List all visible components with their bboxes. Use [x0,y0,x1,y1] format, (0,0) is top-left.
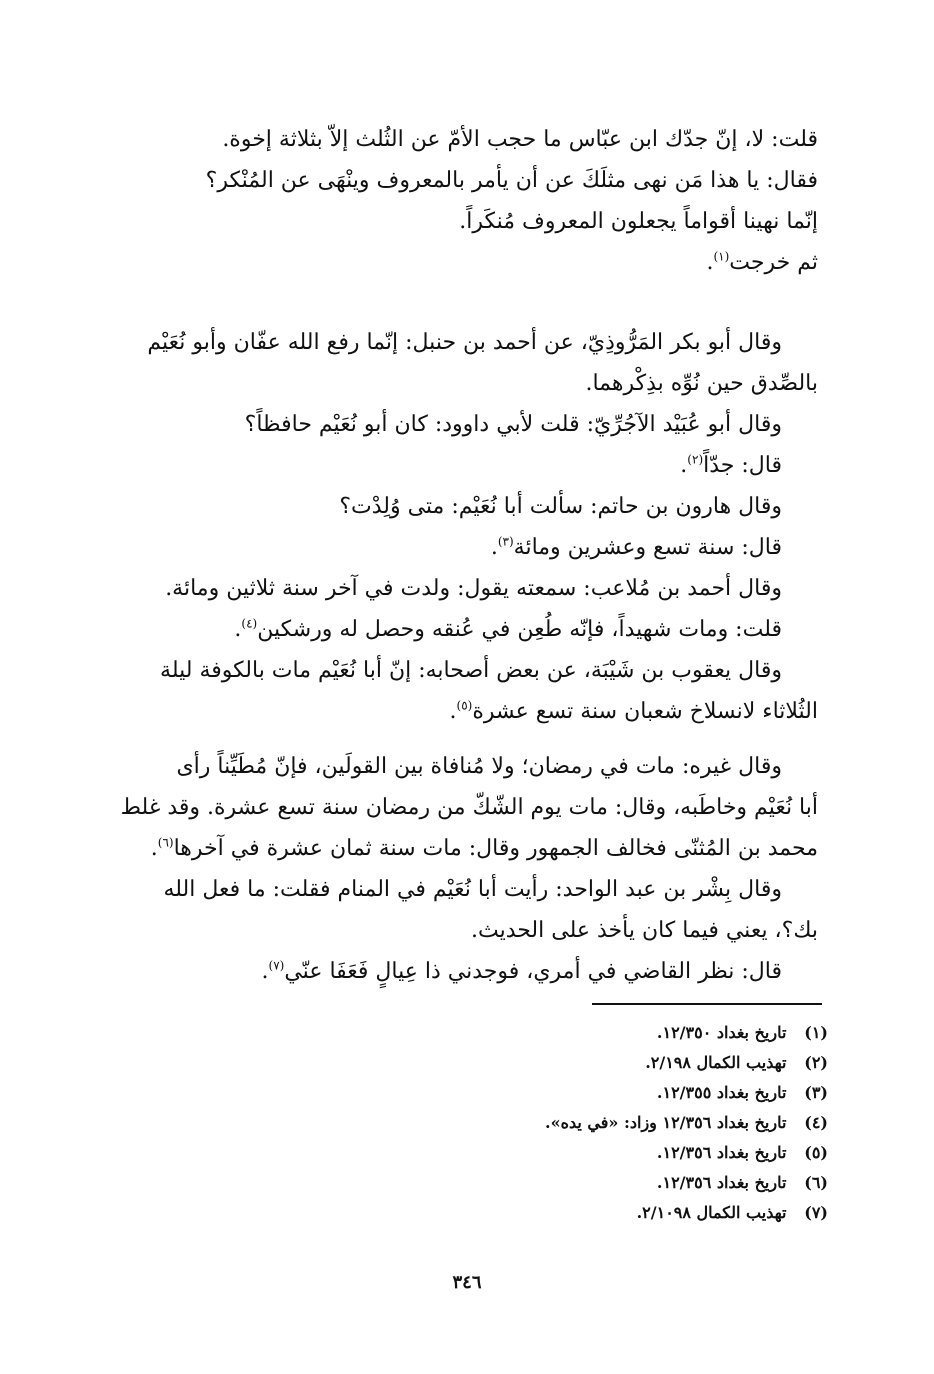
footnote-marker: (٤) [241,616,258,631]
footnote-marker: (٧) [268,958,285,973]
footnote-text: تاريخ بغداد ١٢/٣٥٥. [656,1083,787,1102]
footnote-marker: (٥) [456,698,473,713]
footnote-item [420,1078,828,1108]
text-line: وقال أبو بكر المَرُّوذِيّ، عن أحمد بن حنبل: إنّما رفع الله عفّان وأبو نُعَيْم [147,330,782,355]
page-number: ٣٤٦ [452,1272,482,1293]
footnote-number: (٥) [804,1143,828,1162]
paragraph-9 [100,951,818,992]
paragraph-8-cont [100,910,818,951]
footnote-item [420,1198,828,1228]
footnote-text: تهذيب الكمال ٢/١٠٩٨. [636,1203,787,1222]
text-run: ثم خرجت [729,250,818,275]
text-line: وقال بِشْر بن عبد الواحد: رأيت أبا نُعَيْم في المنام فقلت: ما فعل الله [163,877,782,902]
text-run: قال: جدّاً [703,453,782,478]
footnote-item [420,1048,828,1078]
text-run: قال: نظر القاضي في أمري، فوجدني ذا عِيالٍ فَعَفَا عنّي [284,959,782,984]
footnote-item [420,1168,828,1198]
text-line: بالصِّدق حين نُوِّه بذِكْرهما. [585,371,818,396]
footnotes [420,1018,828,1228]
paragraph-3 [100,404,818,650]
text-line: وقال يعقوب بن شَيْبَة، عن بعض أصحابه: إنّ أبا نُعَيْم مات بالكوفة ليلة [160,658,782,683]
footnote-text: تاريخ بغداد ١٢/٣٥٦. [656,1143,787,1162]
footnote-marker: (٢) [687,452,704,467]
footnote-marker: (٦) [157,835,174,850]
text-line: قلت: ومات شهيداً، فإنّه طُعِن في عُنقه وحصل له ورشكين$^{(٤)}$. [234,616,782,642]
text-run: قلت: ومات شهيداً، فإنّه طُعِن في عُنقه وحصل له ورشكين [257,617,782,642]
footnote-text: تهذيب الكمال ٢/١٩٨. [645,1053,787,1072]
footnote-item [420,1108,828,1138]
text-line: ثم خرجت$^{(١)}$. [706,249,818,275]
text-run: قال: سنة تسع وعشرين ومائة [513,535,782,560]
text-line: قلت: لا، إنّ جدّك ابن عبّاس ما حجب الأمّ عن الثُلث إلاّ بثلاثة إخوة. [222,127,818,152]
footnote-marker: (١) [713,249,730,264]
text-line: قال: سنة تسع وعشرين ومائة$^{(٣)}$. [490,534,782,560]
paragraph-6-cont [100,691,818,732]
footnote-text: تاريخ بغداد ١٢/٣٥٦ وزاد: «في يده». [545,1113,787,1132]
footnote-marker: (٣) [497,534,514,549]
footnote-number: (٤) [804,1113,828,1132]
text-line: بك؟، يعني فيما كان يأخذ على الحديث. [470,918,818,943]
text-line: وقال غيره: مات في رمضان؛ ولا مُنافاة بين القولَين، فإنّ مُطَيِّناً رأى [176,754,782,779]
text-line: قال: جدّاً$^{(٢)}$. [680,452,782,478]
text-line: محمد بن المُثنّى فخالف الجمهور وقال: مات سنة ثمان عشرة في آخرها$^{(٦)}$. [150,835,818,861]
footnote-number: (٣) [804,1083,828,1102]
paragraph-7 [100,746,818,787]
paragraph-7-cont [100,787,818,869]
footnote-item [420,1138,828,1168]
footnote-text: تاريخ بغداد ١٢/٣٥٦. [656,1173,787,1192]
paragraph-8 [100,869,818,910]
footnote-number: (٧) [804,1203,828,1222]
footnote-number: (١) [804,1023,828,1042]
text-line: وقال هارون بن حاتم: سألت أبا نُعَيْم: متى وُلِدْت؟ [339,494,782,519]
text-line: إنّما نهينا أقواماً يجعلون المعروف مُنكَراً. [459,209,818,234]
text-line: وقال أحمد بن مُلاعب: سمعته يقول: ولدت في آخر سنة ثلاثين ومائة. [165,576,782,601]
paragraph-2-cont [100,363,818,404]
text-line: أبا نُعَيْم وخاطَبه، وقال: مات يوم الشّكّ من رمضان سنة تسع عشرة. وقد غلط [120,795,818,820]
footnote-text: تاريخ بغداد ١٢/٣٥٠. [656,1023,787,1042]
text-line: فقال: يا هذا مَن نهى مثلَكَ عن أن يأمر بالمعروف وينْهَى عن المُنْكر؟ [205,168,818,193]
footnote-separator [592,1003,822,1005]
text-run: محمد بن المُثنّى فخالف الجمهور وقال: مات سنة ثمان عشرة في آخرها [173,836,818,861]
text-line: وقال أبو عُبَيْد الآجُرِّيّ: قلت لأبي داوود: كان أبو نُعَيْم حافظاً؟ [244,412,782,437]
footnote-item [420,1018,828,1048]
paragraph-2 [100,322,818,363]
text-line: الثُلاثاء لانسلاخ شعبان سنة تسع عشرة$^{(٥)}$. [449,698,818,724]
paragraph-6 [100,650,818,691]
text-run: الثُلاثاء لانسلاخ شعبان سنة تسع عشرة [472,699,818,724]
footnote-number: (٦) [804,1173,828,1192]
footnote-number: (٢) [804,1053,828,1072]
paragraph-1 [100,119,818,283]
text-line: قال: نظر القاضي في أمري، فوجدني ذا عِيالٍ فَعَفَا عنّي$^{(٧)}$. [261,958,782,984]
